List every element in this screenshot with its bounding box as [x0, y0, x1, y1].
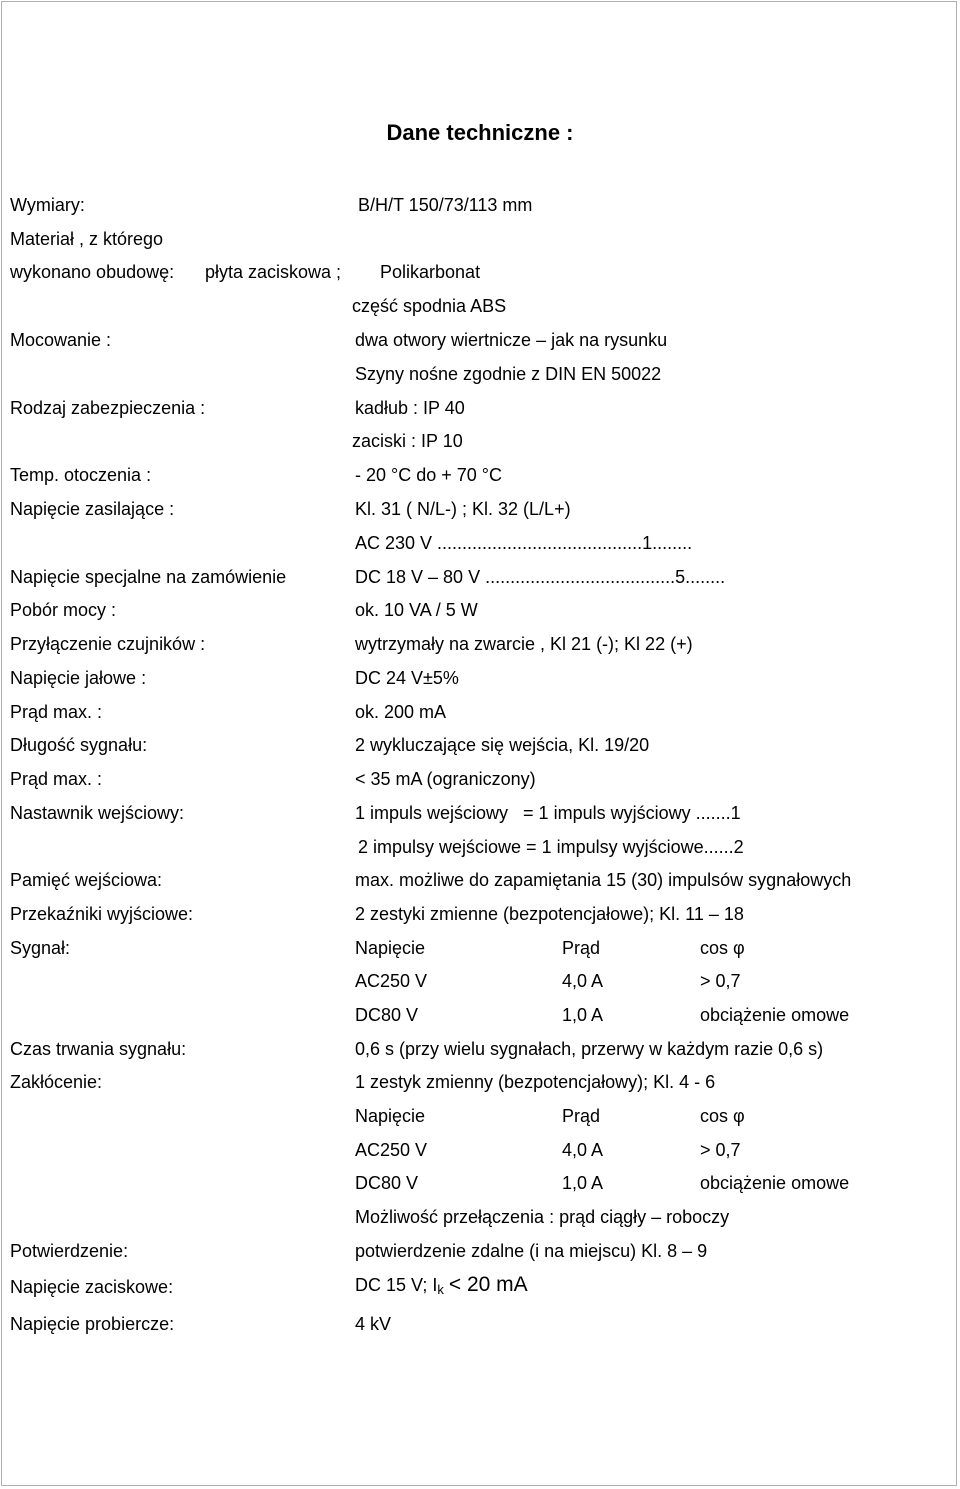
sygnal-r1-napiecie: AC250 V	[355, 971, 428, 991]
value-specjalne: DC 18 V – 80 V ......................................5........	[355, 567, 726, 587]
zaklocenie-r2-napiecie: DC80 V	[355, 1173, 419, 1193]
sygnal-header-prad: Prąd	[562, 938, 601, 958]
label-material-1: Materiał , z którego	[10, 229, 164, 249]
value-material-1: Polikarbonat	[380, 262, 481, 282]
label-jalowe: Napięcie jałowe :	[10, 668, 147, 688]
material-part-1: płyta zaciskowa ;	[205, 262, 342, 282]
label-nastawnik: Nastawnik wejściowy:	[10, 803, 185, 823]
value-czujniki: wytrzymały na zwarcie , Kl 21 (-); Kl 22 (+)	[355, 634, 693, 654]
value-pobor: ok. 10 VA / 5 W	[355, 600, 478, 620]
label-mocowanie: Mocowanie :	[10, 330, 112, 350]
label-sygnal: Sygnał:	[10, 938, 71, 958]
label-potwierdzenie: Potwierdzenie:	[10, 1241, 129, 1261]
value-prad-max-1: ok. 200 mA	[355, 702, 447, 722]
zaklocenie-r2-prad: 1,0 A	[562, 1173, 604, 1193]
value-zasilajace-2: AC 230 V .........................................1........	[355, 533, 693, 553]
value-zaciskowe	[355, 1274, 528, 1296]
label-dlugosc: Długość sygnału:	[10, 735, 148, 755]
value-nastawnik-1: 1 impuls wejściowy = 1 impuls wyjściowy .......1	[355, 803, 741, 823]
label-zasilajace: Napięcie zasilające :	[10, 499, 175, 519]
label-prad-max-2: Prąd max. :	[10, 769, 103, 789]
value-zaciskowe-part-b: < 20 mA	[448, 1273, 528, 1296]
label-probiercze: Napięcie probiercze:	[10, 1314, 175, 1334]
label-zaklocenie: Zakłócenie:	[10, 1072, 103, 1092]
value-mocowanie-1: dwa otwory wiertnicze – jak na rysunku	[355, 330, 668, 350]
label-przekazniki: Przekaźniki wyjściowe:	[10, 904, 194, 924]
label-pobor: Pobór mocy :	[10, 600, 117, 620]
label-pamiec: Pamięć wejściowa:	[10, 870, 163, 890]
value-nastawnik-2: 2 impulsy wejściowe = 1 impulsy wyjściowe......2	[358, 837, 744, 857]
sygnal-r2-prad: 1,0 A	[562, 1005, 604, 1025]
value-zaciskowe-sub: k	[437, 1282, 444, 1297]
value-przekazniki: 2 zestyki zmienne (bezpotencjałowe); Kl. 11 – 18	[355, 904, 744, 924]
label-czas: Czas trwania sygnału:	[10, 1039, 187, 1059]
label-temp: Temp. otoczenia :	[10, 465, 152, 485]
value-temp: - 20 °C do + 70 °C	[355, 465, 502, 485]
sygnal-header-cos: cos φ	[700, 938, 745, 958]
sygnal-header-napiecie: Napięcie	[355, 938, 426, 958]
zaklocenie-header-napiecie: Napięcie	[355, 1106, 426, 1126]
zaklocenie-note: Możliwość przełączenia : prąd ciągły – roboczy	[355, 1207, 730, 1227]
sygnal-r1-cos: > 0,7	[700, 971, 741, 991]
value-czas: 0,6 s (przy wielu sygnałach, przerwy w każdym razie 0,6 s)	[355, 1039, 824, 1059]
value-zaklocenie: 1 zestyk zmienny (bezpotencjałowy); Kl. 4 - 6	[355, 1072, 716, 1092]
value-material-2: część spodnia ABS	[352, 296, 507, 316]
value-wymiary: B/H/T 150/73/113 mm	[358, 195, 533, 215]
zaklocenie-header-prad: Prąd	[562, 1106, 601, 1126]
zaklocenie-r1-napiecie: AC250 V	[355, 1140, 428, 1160]
label-specjalne: Napięcie specjalne na zamówienie	[10, 567, 287, 587]
zaklocenie-header-cos: cos φ	[700, 1106, 745, 1126]
value-prad-max-2: < 35 mA (ograniczony)	[355, 769, 536, 789]
sygnal-r2-cos: obciążenie omowe	[700, 1005, 850, 1025]
value-zasilajace-1: Kl. 31 ( N/L-) ; Kl. 32 (L/L+)	[355, 499, 571, 519]
value-potwierdzenie: potwierdzenie zdalne (i na miejscu) Kl. 8 – 9	[355, 1241, 708, 1261]
value-dlugosc: 2 wykluczające się wejścia, Kl. 19/20	[355, 735, 650, 755]
sygnal-r1-prad: 4,0 A	[562, 971, 604, 991]
label-zabezpieczenie: Rodzaj zabezpieczenia :	[10, 398, 206, 418]
zaklocenie-r1-cos: > 0,7	[700, 1140, 741, 1160]
value-jalowe: DC 24 V±5%	[355, 668, 459, 688]
page-title: Dane techniczne :	[386, 120, 574, 145]
value-pamiec: max. możliwe do zapamiętania 15 (30) impulsów sygnałowych	[355, 870, 852, 890]
label-wymiary: Wymiary:	[10, 195, 85, 215]
label-czujniki: Przyłączenie czujników :	[10, 634, 206, 654]
value-probiercze: 4 kV	[355, 1314, 392, 1334]
value-mocowanie-2: Szyny nośne zgodnie z DIN EN 50022	[355, 364, 662, 384]
label-material-2: wykonano obudowę:	[10, 262, 175, 282]
label-prad-max-1: Prąd max. :	[10, 702, 103, 722]
zaklocenie-r2-cos: obciążenie omowe	[700, 1173, 850, 1193]
zaklocenie-r1-prad: 4,0 A	[562, 1140, 604, 1160]
value-zabezpieczenie-1: kadłub : IP 40	[355, 398, 465, 418]
label-zaciskowe: Napięcie zaciskowe:	[10, 1277, 174, 1297]
sygnal-r2-napiecie: DC80 V	[355, 1005, 419, 1025]
value-zaciskowe-part-a: DC 15 V; I	[355, 1275, 438, 1295]
value-zabezpieczenie-2: zaciski : IP 10	[352, 431, 463, 451]
